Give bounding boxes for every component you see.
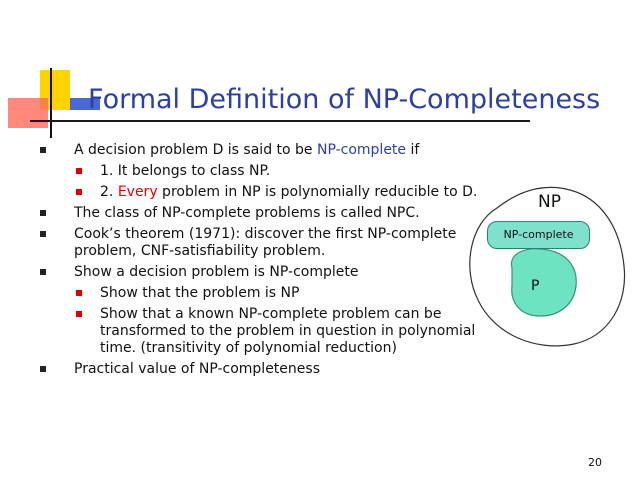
p-label: P bbox=[531, 278, 540, 294]
bullet-highlight: Every bbox=[117, 184, 158, 200]
bullet-text: Cook’s theorem (1971): discover the first NP-complete problem, CNF-satisfiability problem. bbox=[74, 226, 457, 259]
slide-title: Formal Definition of NP-Completeness bbox=[88, 84, 601, 115]
page-number: 20 bbox=[588, 456, 602, 469]
bullet-text: A decision problem D is said to be bbox=[74, 142, 317, 158]
bullet-text: The class of NP-complete problems is called NPC. bbox=[74, 205, 420, 221]
bullet-text: problem in NP is polynomially reducible to D. bbox=[157, 184, 478, 200]
p-inner-region bbox=[511, 249, 576, 316]
bullet-text: 2. bbox=[100, 184, 118, 200]
bullet-text: 1. It belongs to class NP. bbox=[100, 163, 271, 179]
bullet-text: if bbox=[406, 142, 420, 158]
bullet-text: Show that a known NP-complete problem can be transformed to the problem in question in polynomial time. (transitivity of polynomial reduction) bbox=[100, 306, 476, 356]
bullet-text: Practical value of NP-completeness bbox=[74, 361, 320, 377]
np-complete-box: NP-complete bbox=[487, 221, 590, 249]
np-label: NP bbox=[538, 192, 561, 212]
bullet-text: Show that the problem is NP bbox=[100, 285, 300, 301]
bullet-highlight: NP-complete bbox=[316, 142, 407, 158]
bullet-text: Show a decision problem is NP-complete bbox=[74, 264, 359, 280]
